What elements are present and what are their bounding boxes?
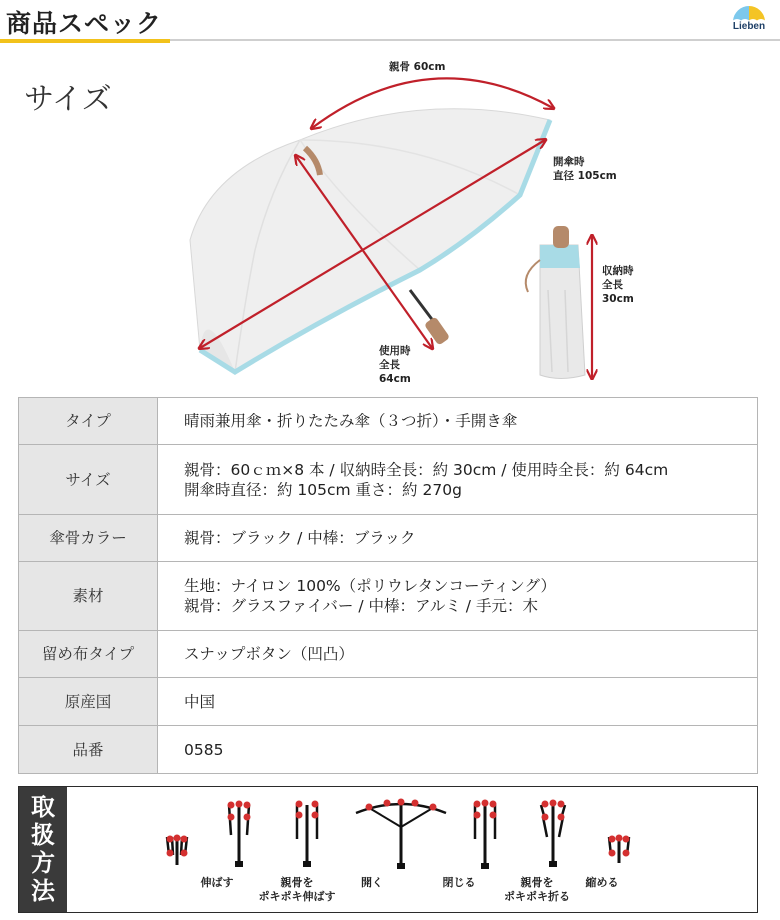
table-row <box>19 678 758 726</box>
brand-logo <box>724 3 774 35</box>
folded-umbrella-icon <box>526 226 585 379</box>
howto-step-icons <box>67 787 757 912</box>
spec-key: 傘骨カラー <box>19 515 158 562</box>
stored-length-line-1: 収納時 <box>602 265 634 277</box>
page-title: 商品スペック <box>6 9 163 38</box>
step-ribs-straight-icon <box>296 801 319 868</box>
open-diameter-label <box>553 155 617 183</box>
howto-header <box>19 787 67 912</box>
howto-section <box>18 786 758 913</box>
use-length-line-3: 64cm <box>379 373 411 385</box>
spec-value: 0585 <box>158 726 758 774</box>
howto-title: 取 扱 方 法 <box>31 793 55 905</box>
howto-steps <box>67 787 757 912</box>
step-caption: 開く <box>361 876 383 889</box>
spec-value: スナップボタン（凹凸） <box>158 631 758 678</box>
open-umbrella-icon <box>190 109 550 372</box>
step-caption: 伸ばす <box>200 876 234 889</box>
step-caption: 縮める <box>585 876 619 889</box>
spec-table <box>18 397 758 774</box>
use-length-line-2: 全長 <box>379 359 400 371</box>
table-row <box>19 398 758 445</box>
stored-length-line-3: 30cm <box>602 293 634 305</box>
step-shorten-icon <box>609 835 630 864</box>
brand-logo-text: Lieben <box>732 21 766 32</box>
spec-key: 素材 <box>19 562 158 631</box>
rib-length-label: 親骨 60cm <box>389 61 446 73</box>
spec-key: 原産国 <box>19 678 158 726</box>
spec-key: 留め布タイプ <box>19 631 158 678</box>
table-row <box>19 562 758 631</box>
spec-value: 親骨：ブラック / 中棒：ブラック <box>158 515 758 562</box>
step-caption: 親骨を ポキポキ折る <box>504 876 570 903</box>
spec-value: 親骨：60ｃｍ×8 本 / 収納時全長：約 30cm / 使用時全長：約 64cm 開傘時直径：約 105cm 重さ：約 270g <box>158 445 758 515</box>
umbrella-logo-icon <box>724 3 774 23</box>
step-close-icon <box>474 800 497 870</box>
open-diameter-line-1: 開傘時 <box>553 156 585 168</box>
table-row <box>19 726 758 774</box>
step-caption: 閉じる <box>442 876 476 889</box>
use-length-line-1: 使用時 <box>379 345 411 357</box>
stored-length-label <box>602 264 634 306</box>
table-row <box>19 445 758 515</box>
stored-length-line-2: 全長 <box>602 279 623 291</box>
use-length-label <box>379 344 411 386</box>
table-row <box>19 515 758 562</box>
size-section-title: サイズ <box>24 82 112 117</box>
step-fold-ribs-icon <box>541 800 565 868</box>
step-extend-ribs-icon <box>228 801 251 868</box>
spec-key: タイプ <box>19 398 158 445</box>
spec-value: 晴雨兼用傘・折りたたみ傘（３つ折）・手開き傘 <box>158 398 758 445</box>
step-caption: 親骨を ポキポキ伸ばす <box>258 876 336 903</box>
spec-key: 品番 <box>19 726 158 774</box>
page-header <box>0 0 780 44</box>
spec-value: 生地：ナイロン 100%（ポリウレタンコーティング） 親骨：グラスファイバー / 中棒：アルミ / 手元：木 <box>158 562 758 631</box>
spec-value: 中国 <box>158 678 758 726</box>
header-accent <box>0 39 170 43</box>
table-row <box>19 631 758 678</box>
spec-key: サイズ <box>19 445 158 515</box>
step-open-icon <box>356 799 446 870</box>
open-diameter-line-2: 直径 105cm <box>553 170 617 182</box>
step-extend-icon <box>167 835 188 866</box>
